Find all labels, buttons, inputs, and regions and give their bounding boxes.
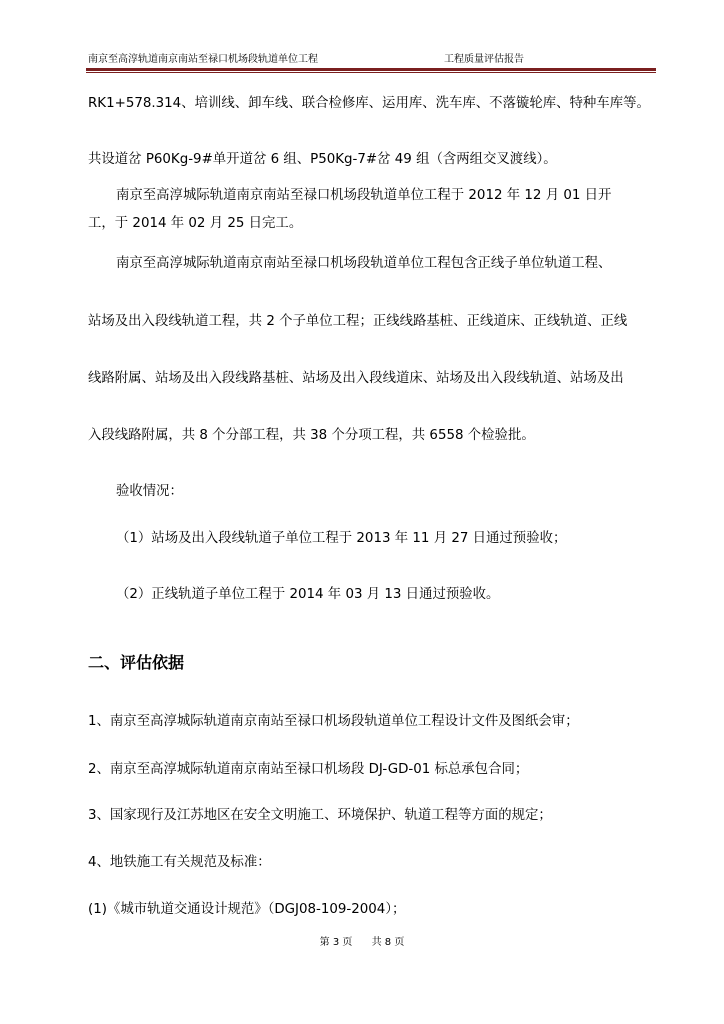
body-line-5: 南京至高淳城际轨道南京南站至禄口机场段轨道单位工程包含正线子单位轨道工程、 [116,256,612,271]
body-line-6: 站场及出入段线轨道工程，共 2 个子单位工程；正线线路基桩、正线道床、正线轨道、正线 [88,314,628,329]
basis-item-5: (1)《城市轨道交通设计规范》（DGJ08-109-2004）； [88,902,406,917]
acceptance-item-2: （2）正线轨道子单位工程于 2014 年 03 月 13 日通过预验收。 [116,587,500,602]
basis-item-2: 2、南京至高淳城际轨道南京南站至禄口机场段 DJ-GD-01 标总承包合同； [88,762,529,777]
body-line-1: RK1+578.314、培训线、卸车线、联合检修库、运用库、洗车库、不落镟轮库、特种车库等。 [88,96,650,111]
page-header [88,52,656,68]
basis-item-4: 4、地铁施工有关规范及标准： [88,855,271,870]
header-rule-thick [86,68,656,71]
header-report-title: 工程质量评估报告 [444,54,524,65]
page-footer [0,936,724,950]
body-line-3: 南京至高淳城际轨道南京南站至禄口机场段轨道单位工程于 2012 年 12 月 01 日开 [116,188,612,203]
page-number: 第 3 页 [319,937,353,948]
header-project-title: 南京至高淳轨道南京南站至禄口机场段轨道单位工程 [88,54,318,65]
acceptance-label: 验收情况： [116,484,183,499]
basis-item-1: 1、南京至高淳城际轨道南京南站至禄口机场段轨道单位工程设计文件及图纸会审； [88,714,579,729]
acceptance-item-1: （1）站场及出入段线轨道子单位工程于 2013 年 11 月 27 日通过预验收； [116,531,567,546]
body-line-4: 工，于 2014 年 02 月 25 日完工。 [88,216,303,231]
body-line-8: 入段线路附属，共 8 个分部工程，共 38 个分项工程，共 6558 个检验批。 [88,428,535,443]
basis-item-3: 3、国家现行及江苏地区在安全文明施工、环境保护、轨道工程等方面的规定； [88,808,552,823]
body-line-7: 线路附属、站场及出入段线路基桩、站场及出入段线道床、站场及出入段线轨道、站场及出 [88,371,624,386]
header-rule-thin [86,72,656,73]
section-heading: 二、评估依据 [88,653,185,672]
body-line-2: 共设道岔 P60Kg-9#单开道岔 6 组、P50Kg-7#岔 49 组（含两组交叉渡线）。 [88,152,557,167]
page-total: 共 8 页 [371,937,405,948]
